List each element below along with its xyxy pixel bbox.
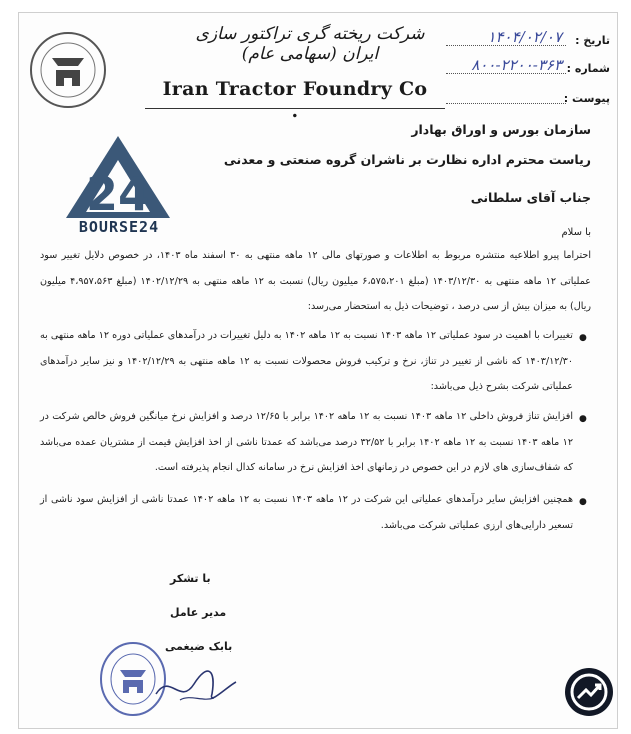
bullet-icon: ● [579, 414, 587, 424]
attachment-label: پیوست : [563, 92, 610, 105]
intro-paragraph: احتراما پیرو اطلاعیه منتشره مربوط به اطلاعات و صورتهای مالی ۱۲ ماهه منتهی به ۳۰ اسفند ماه ۱۴۰۳، در خصوص دلایل تغییر سود عملیاتی ۱۲ ماهه منتهی به ۱۴۰۳/۱۲/۳۰ (مبلغ ۶،۵۷۵،۲۰۱ میلیون ریال) نسبت به ۱۲ ماهه منتهی به ۱۴۰۲/۱۲/۲۹ (مبلغ ۴،۹۵۷،۵۶۳ میلیون ریال) به میزان بیش از سی درصد ، توضیحات ذیل به استحضار می‌رسد: [40, 250, 592, 312]
header-divider [145, 108, 445, 109]
signature-title: مدیر عامل [170, 606, 227, 619]
number-label: شماره : [566, 62, 610, 75]
recipient-line: سازمان بورس و اوراق بهادار [411, 122, 591, 137]
greeting: با سلام [561, 227, 591, 238]
bullet-paragraph: همچنین افزایش سایر درآمدهای عملیاتی این شرکت در ۱۲ ماهه ۱۴۰۳ نسبت به ۱۲ ماهه ۱۴۰۲ عمدتا ناشی از افزایش سود ناشی از تسعیر دارایی‌های ارزی عملیاتی شرکت می‌باشد. [40, 494, 574, 531]
bullet-paragraph: افزایش تناژ فروش داخلی ۱۲ ماهه ۱۴۰۳ نسبت به ۱۲ ماهه ۱۴۰۲ برابر با ۱۲/۶۵ درصد و افزایش نرخ میانگین فروش خالص شرکت در ۱۲ ماهه ۱۴۰۳ نسبت به ۱۲ ماهه ۱۴۰۲ برابر با ۳۲/۵۲ درصد می‌باشد که عمدتا ناشی از اخذ افزایش قیمت از مشتریان عمده می‌باشد که شفاف‌سازی های لازم در این خصوص در زمانهای اخذ افزایش نرخ در سامانه کدال انجام پذیرفته است. [40, 411, 573, 473]
company-name-en: Iran Tractor Foundry Co . [162, 78, 428, 122]
signature-thanks: با تشکر [170, 572, 211, 585]
bullet-paragraph: تغییرات با اهمیت در سود عملیاتی ۱۲ ماهه ۱۴۰۳ نسبت به ۱۲ ماهه ۱۴۰۲ به دلیل تغییرات در درآمدهای عملیاتی دوره ۱۲ ماهه منتهی به ۱۴۰۳/۱۲/۳۰ که ناشی از تغییر در تناژ، نرخ و ترکیب فروش محصولات نسبت به ۱۲ ماهه منتهی به ۱۴۰۲/۱۲/۲۹ و نیز سایر درآمدهای عملیاتی شرکت بشرح ذیل می‌باشد: [40, 330, 573, 392]
recipient-line: جناب آقای سلطانی [470, 190, 591, 205]
company-name-fa: شرکت ریخته گری تراکتور سازی ایران (سهامی عام) [195, 24, 425, 64]
number-value: ۸۰۰-۲۲۰۰-۳۶۳ [471, 56, 562, 74]
site-badge [565, 668, 613, 716]
bullet-icon: ● [579, 333, 587, 343]
bourse24-text: BOURSE24 [78, 218, 160, 236]
trend-arrow-icon [565, 668, 613, 716]
company-logo-icon [28, 30, 108, 110]
date-label: تاریخ : [575, 34, 610, 47]
svg-text:24: 24 [85, 167, 151, 221]
handwritten-signature-icon [150, 664, 240, 710]
recipient-line: ریاست محترم اداره نظارت بر ناشران گروه صنعتی و معدنی [223, 152, 591, 167]
signature-name: بابک ضیغمی [165, 640, 233, 653]
bullet-icon: ● [579, 497, 587, 507]
date-value: ۱۴۰۴/۰۲/۰۷ [487, 28, 562, 46]
